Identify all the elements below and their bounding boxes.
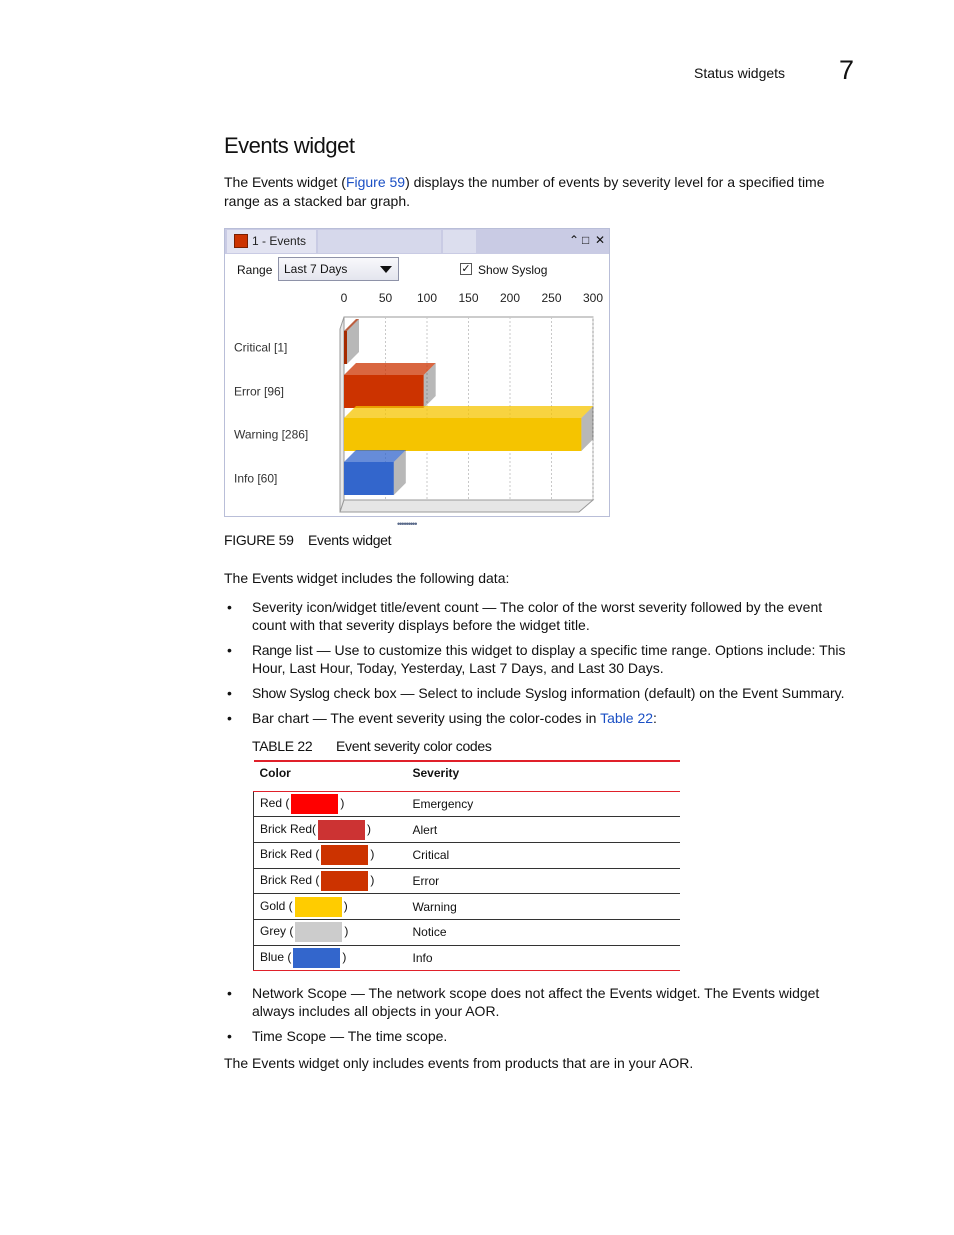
color-swatch [295, 922, 342, 942]
table-row [254, 945, 681, 971]
includes-text: The [224, 570, 253, 586]
x-tick-label: 250 [541, 291, 562, 305]
color-close: ) [370, 847, 375, 862]
widget-titlebar-fill-2 [443, 230, 476, 253]
category-label: Critical [1] [234, 340, 288, 355]
header-section-title: Status widgets [694, 65, 786, 81]
bullet-text-line2: count with that severity displays before the widget title. [252, 617, 590, 633]
closing-paragraph: The Events widget only includes events from products that are in your AOR. [224, 1055, 694, 1071]
color-close: ) [344, 924, 349, 939]
intro-text-line2: range as a stacked bar graph. [224, 193, 411, 209]
bullet-text: list — Use to customize this widget to display a specific time range. Options include: This [291, 642, 846, 658]
table-label: TABLE 22 [252, 738, 313, 754]
events-widget [224, 228, 610, 529]
bullet-text-after: : [653, 710, 657, 726]
bullet-text: check box — Select to include Syslog information (default) on the Event Summary. [329, 685, 845, 701]
bullet: • [227, 599, 232, 615]
severity-cell: Info [407, 945, 681, 971]
intro-paragraph [224, 173, 874, 211]
includes-paragraph [224, 569, 874, 588]
color-name: Blue ( [260, 950, 292, 965]
widget-titlebar-fill [318, 230, 441, 253]
maximize-icon[interactable]: □ [582, 233, 590, 247]
resize-grip-icon[interactable]: ••••••••• [397, 519, 417, 529]
x-tick-label: 300 [582, 291, 604, 305]
table-row [254, 817, 681, 843]
category-label: Error [96] [234, 384, 285, 399]
severity-cell: Alert [407, 817, 681, 843]
x-tick-label: 50 [378, 291, 393, 305]
color-cell [254, 817, 407, 843]
severity-cell: Critical [407, 842, 681, 868]
figure-59-link[interactable]: Figure 59 [345, 174, 406, 190]
color-swatch [318, 820, 365, 840]
category-label: Warning [286] [234, 427, 309, 442]
plot-side-wall [340, 317, 344, 512]
includes-text-post: widget includes the following data: [293, 570, 510, 586]
table-header-row [254, 761, 681, 791]
collapse-icon[interactable]: ⌃ [569, 233, 580, 247]
color-cell [254, 945, 407, 971]
table-row [254, 868, 681, 894]
range-label: Range [237, 263, 273, 277]
x-tick-label: 150 [458, 291, 479, 305]
bullet-text-line2: always includes all objects in your AOR. [252, 1003, 500, 1019]
table-row [254, 842, 681, 868]
includes-bold: Events [252, 570, 294, 586]
intro-text-rest: ) displays the number of events by severity level for a specified time [405, 174, 825, 190]
bar-top [344, 363, 436, 375]
color-name: Grey ( [260, 924, 294, 939]
bullet-text: Severity icon/widget title/event count — The color of the worst severity followed by the event [252, 599, 823, 615]
bar [344, 418, 581, 451]
color-close: ) [343, 898, 348, 913]
intro-bold-events: Events [252, 174, 294, 190]
bullet: • [227, 1028, 232, 1044]
color-swatch [321, 845, 368, 865]
list-item [224, 684, 874, 702]
table-row [254, 919, 681, 945]
color-cell [254, 842, 407, 868]
plot-floor [340, 500, 593, 512]
list-item [224, 598, 874, 634]
severity-color-table [253, 760, 680, 971]
column-header-severity: Severity [407, 761, 681, 791]
bullet-text: Time Scope — The time scope. [252, 1028, 448, 1044]
chevron-down-icon [380, 266, 392, 273]
show-syslog-checkbox[interactable]: ✓ [461, 263, 471, 275]
data-bullet-list [224, 598, 874, 727]
color-cell [254, 791, 407, 817]
list-item [224, 709, 874, 727]
color-swatch [321, 871, 368, 891]
color-swatch [295, 897, 342, 917]
bullet-text-line2: Hour, Last Hour, Today, Yesterday, Last 7 Days, and Last 30 Days. [252, 660, 664, 676]
list-item [224, 641, 874, 677]
color-cell [254, 868, 407, 894]
intro-text-mid: widget ( [293, 174, 346, 190]
close-icon[interactable]: ✕ [595, 233, 606, 247]
range-select[interactable] [278, 257, 399, 281]
events-bar-chart [225, 284, 609, 514]
color-name: Red ( [260, 796, 290, 811]
color-name: Gold ( [260, 898, 293, 913]
bullet: • [227, 642, 232, 658]
severity-cell: Warning [407, 894, 681, 920]
table-caption: Event severity color codes [336, 738, 492, 754]
bullet: • [227, 985, 232, 1001]
bullet-bold: Range [252, 642, 292, 658]
x-tick-label: 100 [416, 291, 438, 305]
category-label: Info [60] [234, 471, 278, 486]
color-close: ) [342, 950, 347, 965]
widget-title: 1 - Events [252, 234, 307, 248]
x-tick-label: 0 [340, 291, 348, 305]
intro-text: The [224, 174, 253, 190]
list-item [224, 1027, 874, 1045]
color-name: Brick Red( [260, 821, 317, 836]
bullet-text: Network Scope — The network scope does not affect the Events widget. The Events widget [252, 985, 820, 1001]
table-row [254, 894, 681, 920]
color-cell [254, 894, 407, 920]
bar-top [344, 406, 593, 418]
color-cell [254, 919, 407, 945]
bullet-bold: Show Syslog [252, 685, 330, 701]
figure-caption: Events widget [308, 532, 392, 548]
bullet: • [227, 685, 232, 701]
section-title: Events widget [224, 133, 355, 158]
severity-cell: Error [407, 868, 681, 894]
bar [344, 331, 347, 364]
table-row [254, 791, 681, 817]
color-close: ) [367, 821, 372, 836]
color-swatch [293, 948, 340, 968]
severity-cell: Emergency [407, 791, 681, 817]
bullet-text: Bar chart — The event severity using the color-codes in [252, 710, 601, 726]
color-name: Brick Red ( [260, 847, 320, 862]
severity-cell: Notice [407, 919, 681, 945]
table-22-link[interactable]: Table 22 [600, 710, 654, 726]
widget-titlebar [225, 229, 609, 254]
figure-label: FIGURE 59 [224, 532, 294, 548]
color-close: ) [370, 873, 375, 888]
color-swatch [291, 794, 338, 814]
range-selected-value: Last 7 Days [284, 262, 348, 276]
bar [344, 375, 424, 408]
list-item [224, 984, 874, 1020]
show-syslog-label: Show Syslog [478, 263, 548, 277]
bar [344, 462, 394, 495]
color-close: ) [340, 796, 345, 811]
x-tick-label: 200 [499, 291, 521, 305]
scope-bullet-list [224, 984, 874, 1045]
header-chapter-number: 7 [839, 55, 855, 85]
color-name: Brick Red ( [260, 873, 320, 888]
column-header-color: Color [254, 761, 407, 791]
bullet: • [227, 710, 232, 726]
severity-icon [234, 234, 248, 248]
